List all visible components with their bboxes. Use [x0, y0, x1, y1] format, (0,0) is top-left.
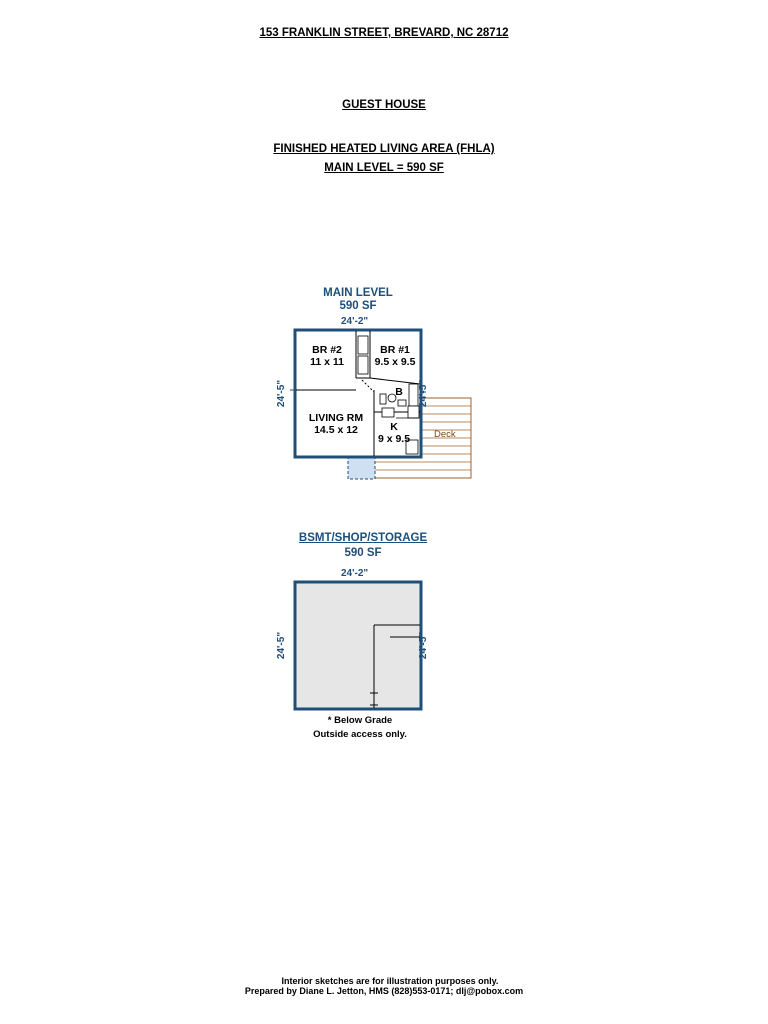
room-br2: [303, 344, 351, 368]
room-kitchen-size: 9 x 9.5: [377, 433, 411, 445]
main-width-dimension: 24'-2": [341, 316, 369, 327]
room-bath: B: [395, 386, 403, 398]
main-level-area-text: MAIN LEVEL = 590 SF: [324, 162, 444, 174]
basement-left-dimension: 24'-5": [276, 631, 288, 660]
room-living: [302, 412, 370, 436]
basement-right-dimension: 24'-5": [418, 631, 430, 660]
room-br1-size: 9.5 x 9.5: [374, 356, 416, 368]
deck-label: Deck: [434, 429, 456, 440]
building-title: GUEST HOUSE: [342, 99, 426, 111]
main-level-title: MAIN LEVEL: [323, 287, 393, 299]
basement-width-dimension: 24'-2": [341, 568, 369, 579]
room-br1-name: BR #1: [380, 344, 410, 356]
room-living-size: 14.5 x 12: [314, 424, 358, 436]
basement-outline: [295, 582, 421, 709]
room-br2-name: BR #2: [312, 344, 342, 356]
area-title: FINISHED HEATED LIVING AREA (FHLA): [273, 143, 495, 155]
room-kitchen: [374, 421, 414, 445]
main-left-dimension: 24'-5": [276, 379, 288, 408]
main-right-dimension: 24'-5": [418, 379, 430, 408]
room-kitchen-name: K: [390, 421, 398, 433]
footer-disclaimer: Interior sketches are for illustration purposes only.: [281, 976, 499, 986]
room-br2-size: 11 x 11: [310, 356, 344, 368]
room-br1: [370, 344, 420, 368]
basement-area: 590 SF: [344, 547, 382, 559]
footer-preparer: Prepared by Diane L. Jetton, HMS (828)553-0171; dlj@pobox.com: [244, 986, 524, 996]
outside-access-note: Outside access only.: [313, 729, 407, 740]
basement-title: BSMT/SHOP/STORAGE: [298, 532, 428, 544]
room-living-name: LIVING RM: [308, 412, 364, 424]
address-title: 153 FRANKLIN STREET, BREVARD, NC 28712: [259, 27, 509, 39]
below-grade-note: * Below Grade: [327, 715, 393, 726]
main-level-area: 590 SF: [339, 300, 377, 312]
entry-stoop: [348, 458, 375, 479]
